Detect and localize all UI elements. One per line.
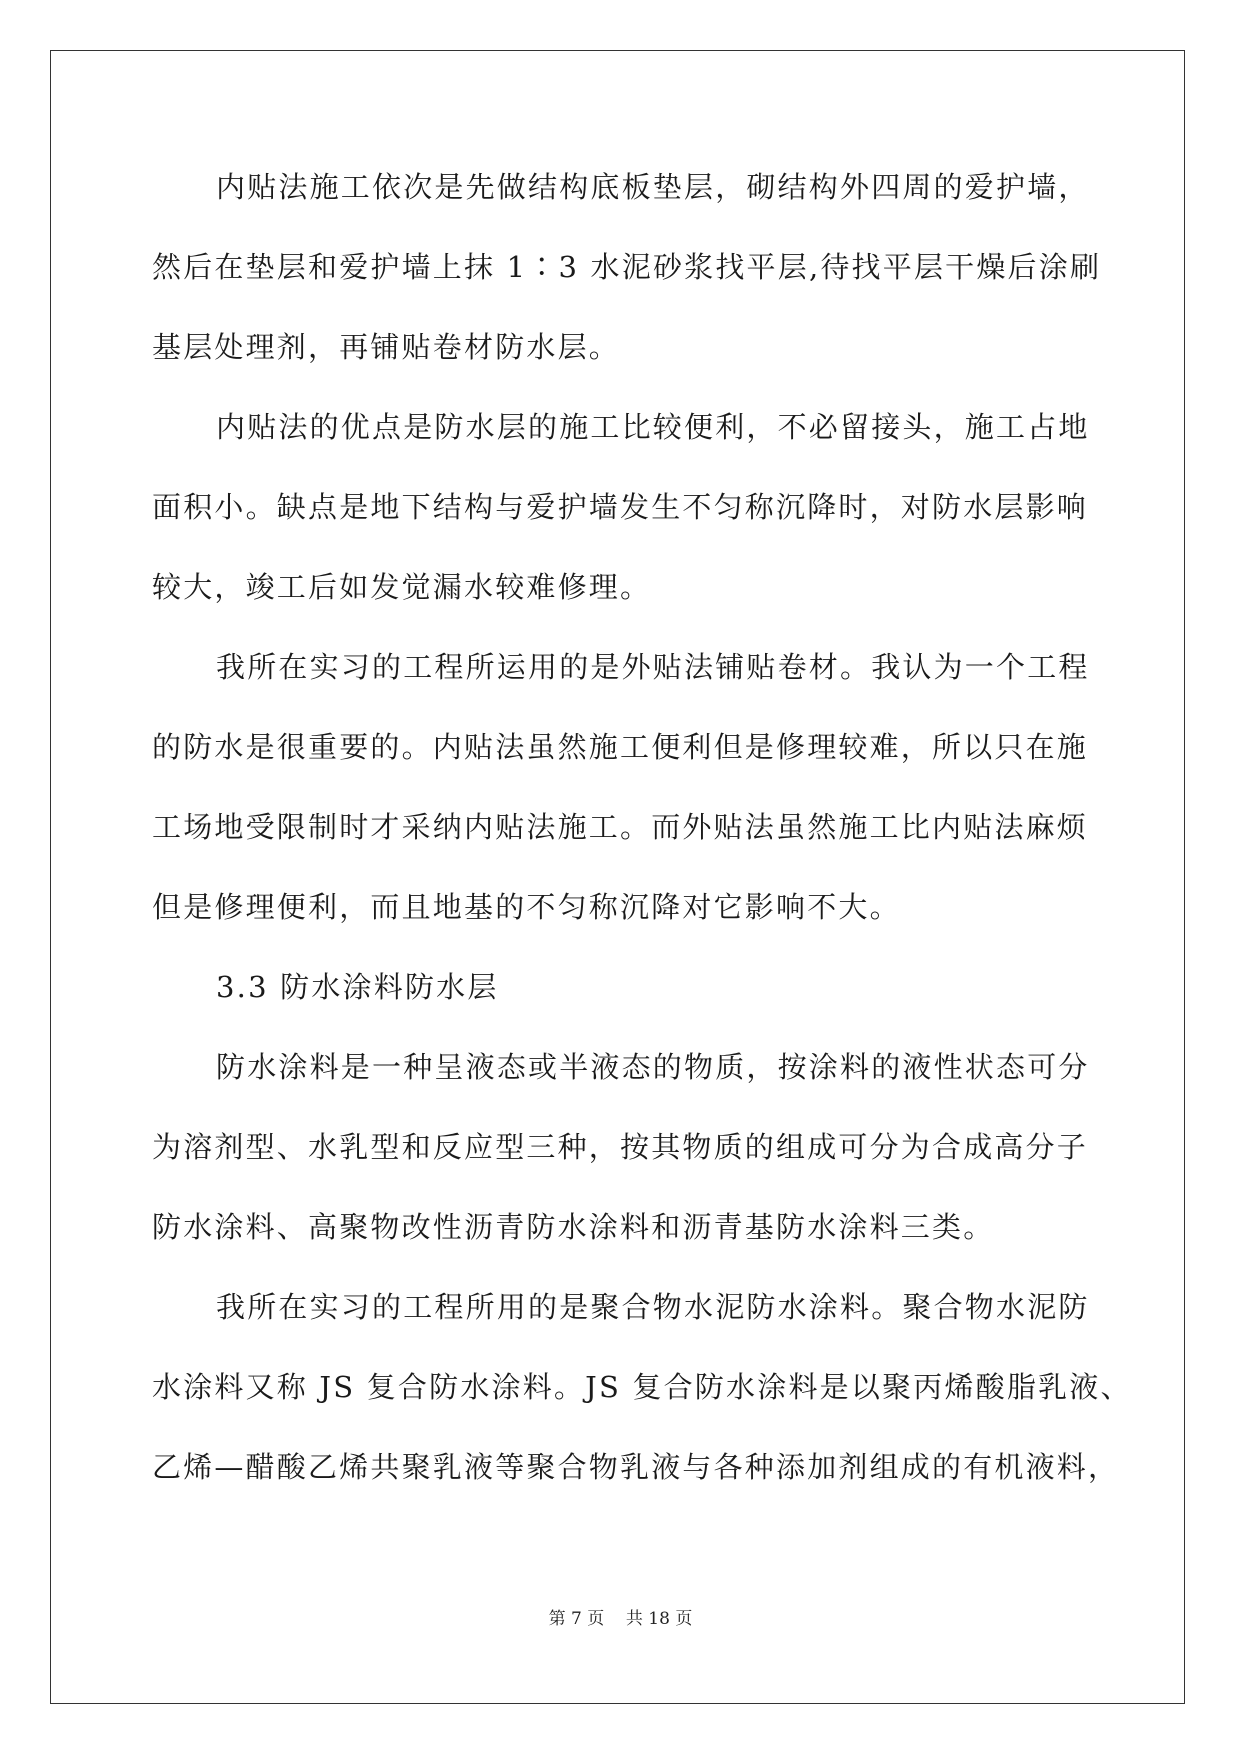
paragraph-2-line-2: 面积小。缺点是地下结构与爱护墙发生不匀称沉降时，对防水层影响 (152, 490, 1089, 524)
paragraph-5-line-3: 防水涂料、高聚物改性沥青防水涂料和沥青基防水涂料三类。 (152, 1210, 995, 1244)
document-body (152, 165, 1132, 1525)
paragraph-3-line-4: 但是修理便利，而且地基的不匀称沉降对它影响不大。 (152, 890, 901, 924)
paragraph-3-line-2: 的防水是很重要的。内贴法虽然施工便利但是修理较难，所以只在施 (152, 730, 1089, 764)
paragraph-5-line-2: 为溶剂型、水乳型和反应型三种，按其物质的组成可分为合成高分子 (152, 1130, 1089, 1164)
paragraph-6-line-3: 乙烯—醋酸乙烯共聚乳液等聚合物乳液与各种添加剂组成的有机液料， (152, 1450, 1120, 1484)
paragraph-2-line-1: 内贴法的优点是防水层的施工比较便利，不必留接头，施工占地 (216, 410, 1090, 444)
section-heading: 3.3 防水涂料防水层 (216, 970, 499, 1004)
paragraph-3-line-1: 我所在实习的工程所运用的是外贴法铺贴卷材。我认为一个工程 (216, 650, 1090, 684)
paragraph-3-line-3: 工场地受限制时才采纳内贴法施工。而外贴法虽然施工比内贴法麻烦 (152, 810, 1089, 844)
paragraph-1-line-3: 基层处理剂，再铺贴卷材防水层。 (152, 330, 621, 364)
paragraph-6-line-2: 水涂料又称 JS 复合防水涂料。JS 复合防水涂料是以聚丙烯酸脂乳液、 (152, 1370, 1132, 1404)
paragraph-6-line-1: 我所在实习的工程所用的是聚合物水泥防水涂料。聚合物水泥防 (216, 1290, 1090, 1324)
paragraph-5-line-1: 防水涂料是一种呈液态或半液态的物质，按涂料的液性状态可分 (216, 1050, 1090, 1084)
paragraph-1-line-2: 然后在垫层和爱护墙上抹 1∶3 水泥砂浆找平层,待找平层干燥后涂刷 (152, 250, 1102, 284)
paragraph-1-line-1: 内贴法施工依次是先做结构底板垫层，砌结构外四周的爱护墙， (216, 170, 1090, 204)
paragraph-2-line-3: 较大，竣工后如发觉漏水较难修理。 (152, 570, 652, 604)
page-number-footer: 第 7 页 共 18 页 (548, 1609, 693, 1629)
